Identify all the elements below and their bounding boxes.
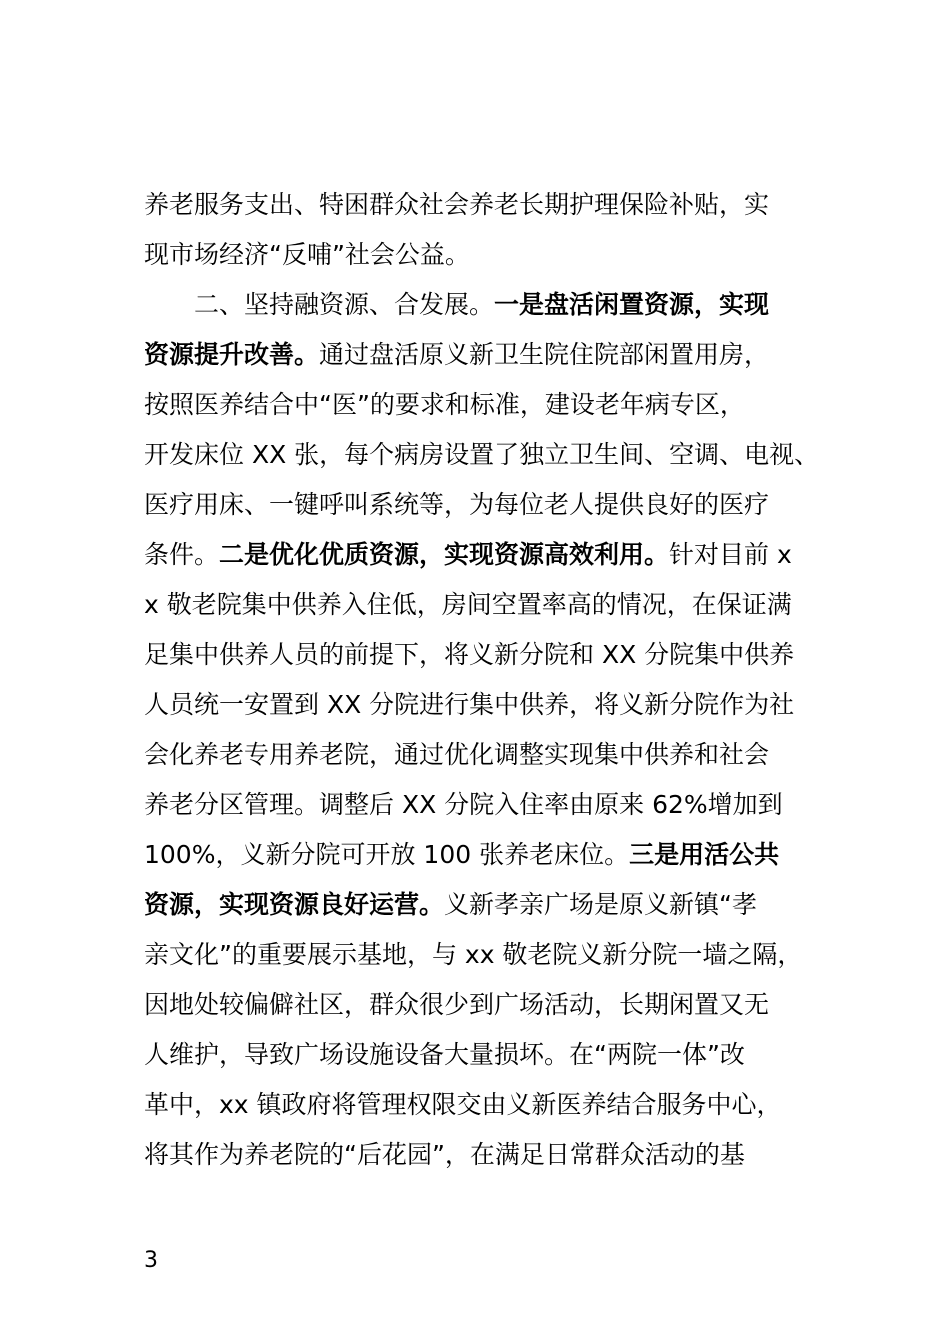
text-run: 人维护，导致广场设施设备大量损坏。在“两院一体”改 [144, 1040, 745, 1069]
text-run: 养老服务支出、特困群众社会养老长期护理保险补贴，实 [144, 190, 770, 219]
text-line [144, 1080, 824, 1130]
text-run: 现市场经济“反哺”社会公益。 [144, 240, 470, 269]
text-line [144, 780, 824, 830]
text-line [144, 1030, 824, 1080]
text-line [144, 430, 824, 480]
text-line [144, 880, 824, 930]
text-line [144, 180, 824, 230]
text-run: 足集中供养人员的前提下，将义新分院和 XX 分院集中供养 [144, 640, 795, 669]
text-line [144, 830, 824, 880]
text-line [144, 280, 824, 330]
text-line [144, 380, 824, 430]
text-run: 开发床位 XX 张，每个病房设置了独立卫生间、空调、电视、 [144, 440, 820, 469]
text-run: 义新孝亲广场是原义新镇“孝 [444, 890, 757, 919]
text-run: 条件。 [144, 540, 220, 569]
text-run: 医疗用床、一键呼叫系统等，为每位老人提供良好的医疗 [144, 490, 770, 519]
text-run: 针对目前 x [669, 540, 792, 569]
text-line [144, 1130, 824, 1180]
text-line [144, 630, 824, 680]
bold-text-run: 二是优化优质资源，实现资源高效利用。 [219, 540, 670, 569]
text-run: 按照医养结合中“医”的要求和标准，建设老年病专区， [144, 390, 745, 419]
text-run: 养老分区管理。调整后 XX 分院入住率由原来 62%增加到 [144, 790, 783, 819]
body-text [144, 180, 824, 1180]
text-run: 亲文化”的重要展示基地，与 xx 敬老院义新分院一墙之隔， [144, 940, 803, 969]
text-run: x 敬老院集中供养入住低，房间空置率高的情况，在保证满 [144, 590, 792, 619]
bold-text-run: 一是盘活闲置资源，实现 [494, 290, 770, 319]
text-line [144, 480, 824, 530]
text-line [144, 980, 824, 1030]
bold-text-run: 资源提升改善。 [144, 340, 320, 369]
bold-text-run: 资源，实现资源良好运营。 [144, 890, 445, 919]
text-line [144, 530, 824, 580]
text-line [144, 730, 824, 780]
text-run: 将其作为养老院的“后花园”，在满足日常群众活动的基 [144, 1140, 745, 1169]
text-line [144, 680, 824, 730]
page-number: 3 [144, 1248, 158, 1273]
text-run: 二、坚持融资源、合发展。 [194, 290, 495, 319]
text-line [144, 580, 824, 630]
text-line [144, 330, 824, 380]
text-run: 革中，xx 镇政府将管理权限交由义新医养结合服务中心， [144, 1090, 782, 1119]
text-run: 因地处较偏僻社区，群众很少到广场活动，长期闲置又无 [144, 990, 770, 1019]
text-run: 100%，义新分院可开放 100 张养老床位。 [144, 840, 630, 869]
text-line [144, 930, 824, 980]
text-run: 通过盘活原义新卫生院住院部闲置用房， [319, 340, 770, 369]
bold-text-run: 三是用活公共 [629, 840, 780, 869]
text-run: 人员统一安置到 XX 分院进行集中供养，将义新分院作为社 [144, 690, 795, 719]
text-run: 会化养老专用养老院，通过优化调整实现集中供养和社会 [144, 740, 770, 769]
text-line [144, 230, 824, 280]
